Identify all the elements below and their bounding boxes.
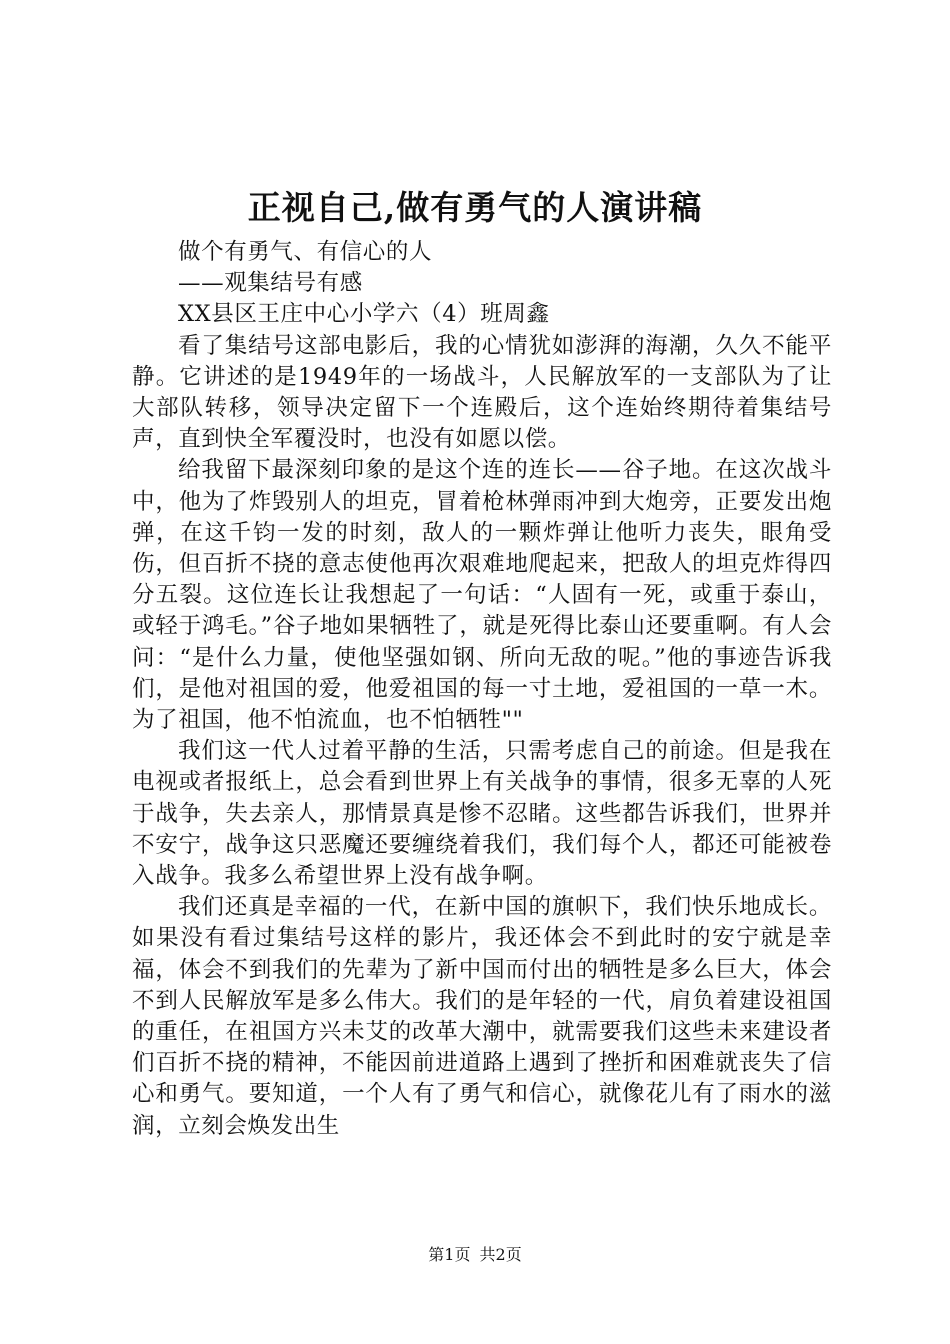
paragraph: 我们这一代人过着平静的生活，只需考虑自己的前途。但是我在电视或者报纸上，总会看到世界上有关战争的事情，很多无辜的人死于战争，失去亲人，那情景真是惨不忍睹。这些都告诉我们，世界并不安宁，战争这只恶魔还要缠绕着我们，我们每个人，都还可能被卷入战争。我多么希望世界上没有战争啊。 bbox=[132, 738, 832, 890]
paragraph: 给我留下最深刻印象的是这个连的连长——谷子地。在这次战斗中，他为了炸毁别人的坦克，冒着枪林弹雨冲到大炮旁，正要发出炮弹，在这千钧一发的时刻，敌人的一颗炸弹让他听力丧失，眼角受伤，但百折不挠的意志使他再次艰难地爬起来，把敌人的坦克炸得四分五裂。这位连长让我想起了一句话：“人固有一死，或重于泰山，或轻于鸿毛。”谷子地如果牺牲了，就是死得比泰山还要重啊。有人会问：“是什么力量，使他坚强如钢、所向无敌的呢。”他的事迹告诉我们，是他对祖国的爱，他爱祖国的每一寸土地，爱祖国的一草一木。为了祖国，他不怕流血，也不怕牺牲"" bbox=[132, 457, 832, 734]
paragraph: 看了集结号这部电影后，我的心情犹如澎湃的海潮，久久不能平静。它讲述的是1949年的一场战斗，人民解放军的一支部队为了让大部队转移，领导决定留下一个连殿后，这个连始终期待着集结号声，直到快全军覆没时，也没有如愿以偿。 bbox=[132, 332, 832, 453]
page-total: 共2页 bbox=[479, 1245, 522, 1264]
document-title: 正视自己,做有勇气的人演讲稿 bbox=[247, 188, 703, 227]
author-line: XX县区王庄中心小学六（4）班周鑫 bbox=[178, 301, 550, 328]
subtitle-line: ——观集结号有感 bbox=[178, 270, 363, 297]
paragraph: 我们还真是幸福的一代，在新中国的旗帜下，我们快乐地成长。如果没有看过集结号这样的影片，我还体会不到此时的安宁就是幸福，体会不到我们的先辈为了新中国而付出的牺牲是多么巨大，体会不到人民解放军是多么伟大。我们的是年轻的一代，肩负着建设祖国的重任，在祖国方兴未艾的改革大潮中，就需要我们这些未来建设者们百折不挠的精神，不能因前进道路上遇到了挫折和困难就丧失了信心和勇气。要知道，一个人有了勇气和信心，就像花儿有了雨水的滋润，立刻会焕发出生 bbox=[132, 894, 832, 1139]
page-footer bbox=[0, 1244, 950, 1266]
page-number: 第1页 bbox=[428, 1245, 471, 1264]
document-body bbox=[132, 237, 832, 1142]
subtitle-line: 做个有勇气、有信心的人 bbox=[178, 239, 433, 265]
